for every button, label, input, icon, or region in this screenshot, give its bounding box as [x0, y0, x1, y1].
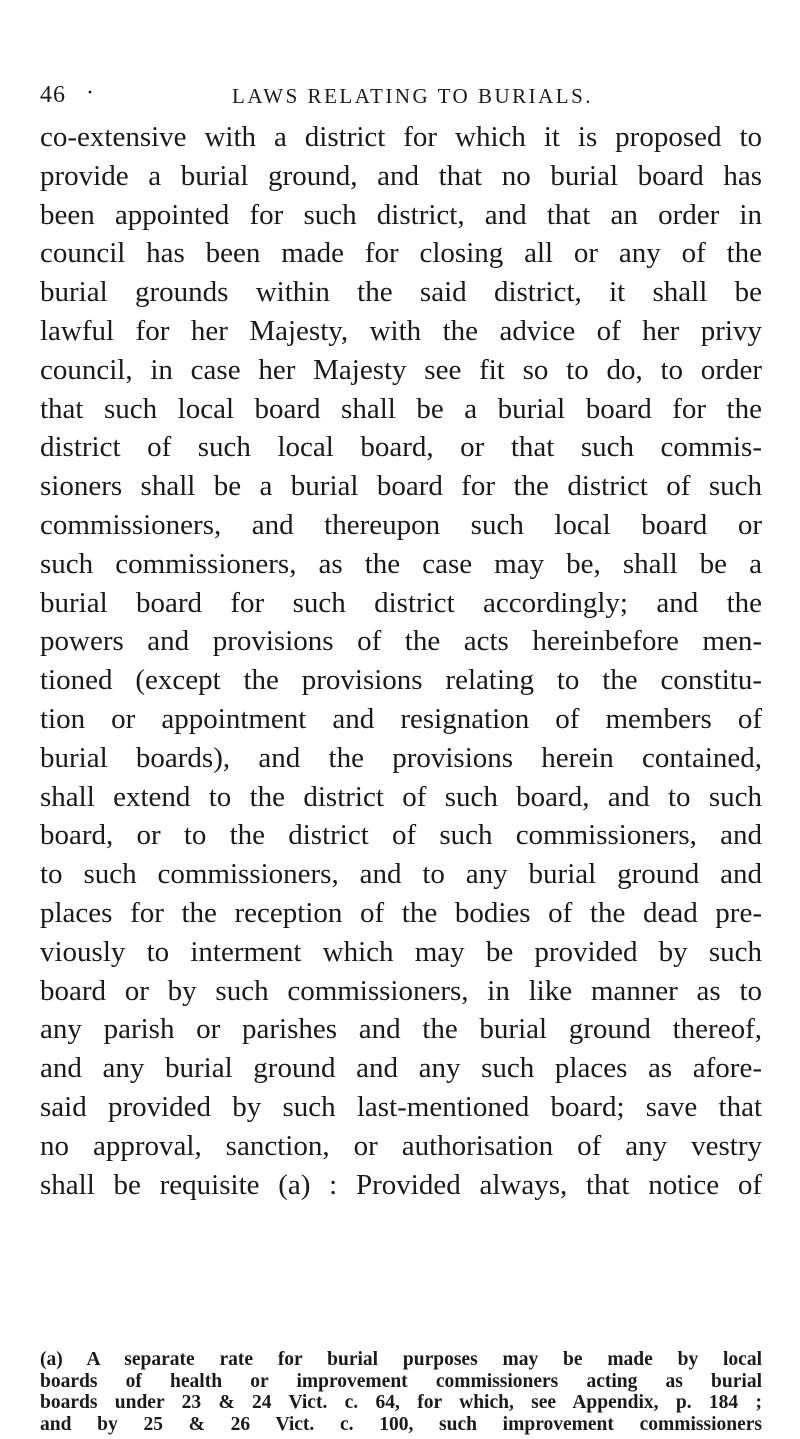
- text-line: shall be requisite (a) : Provided always, that notice of: [40, 1168, 762, 1201]
- text-line: burial grounds within the said district, it shall be: [40, 276, 762, 309]
- footnote-line: (a) A separate rate for burial purposes may be made by local: [40, 1349, 762, 1370]
- text-line: viously to interment which may be provided by such: [40, 935, 762, 968]
- text-line: such commissioners, as the case may be, shall be a: [40, 547, 762, 580]
- body-paragraph: [40, 118, 762, 1204]
- text-line: board or by such commissioners, in like manner as to: [40, 974, 762, 1007]
- text-line: burial boards), and the provisions herein contained,: [40, 741, 762, 774]
- text-line: places for the reception of the bodies of the dead pre-: [40, 896, 762, 929]
- footnote-line: and by 25 & 26 Vict. c. 100, such improvement commissioners: [40, 1413, 762, 1435]
- text-line: sioners shall be a burial board for the district of such: [40, 470, 762, 503]
- page-header: [40, 82, 760, 110]
- text-line: district of such local board, or that such commis-: [40, 431, 762, 464]
- footnote: [40, 1349, 762, 1435]
- text-line: commissioners, and thereupon such local board or: [40, 508, 762, 541]
- page-number: 46: [40, 82, 66, 108]
- footnote-line: boards of health or improvement commissioners acting as burial: [40, 1370, 762, 1392]
- text-line: lawful for her Majesty, with the advice of her privy: [40, 314, 762, 347]
- text-line: board, or to the district of such commissioners, and: [40, 819, 762, 852]
- text-line: tioned (except the provisions relating to the constitu-: [40, 664, 762, 697]
- text-line: and any burial ground and any such places as afore-: [40, 1052, 762, 1085]
- header-separator: ·: [86, 80, 95, 106]
- footnote-line: boards under 23 & 24 Vict. c. 64, for which, see Appendix, p. 184 ;: [40, 1392, 762, 1413]
- text-line: tion or appointment and resignation of members of: [40, 702, 762, 735]
- text-line: that such local board shall be a burial board for the: [40, 392, 762, 425]
- text-line: been appointed for such district, and that an order in: [40, 198, 762, 231]
- text-line: shall extend to the district of such board, and to such: [40, 780, 762, 813]
- text-line: council has been made for closing all or any of the: [40, 237, 762, 270]
- text-line: any parish or parishes and the burial ground thereof,: [40, 1013, 762, 1046]
- text-line: said provided by such last-mentioned board; save that: [40, 1090, 762, 1123]
- text-line: council, in case her Majesty see fit so to do, to order: [40, 353, 762, 386]
- text-line: provide a burial ground, and that no burial board has: [40, 159, 762, 192]
- text-line: co-extensive with a district for which it is proposed to: [40, 121, 762, 153]
- text-line: to such commissioners, and to any burial ground and: [40, 858, 762, 891]
- text-line: burial board for such district accordingly; and the: [40, 586, 762, 619]
- running-head: LAWS RELATING TO BURIALS.: [232, 84, 594, 108]
- text-line: no approval, sanction, or authorisation of any vestry: [40, 1129, 762, 1162]
- text-line: powers and provisions of the acts hereinbefore men-: [40, 625, 762, 658]
